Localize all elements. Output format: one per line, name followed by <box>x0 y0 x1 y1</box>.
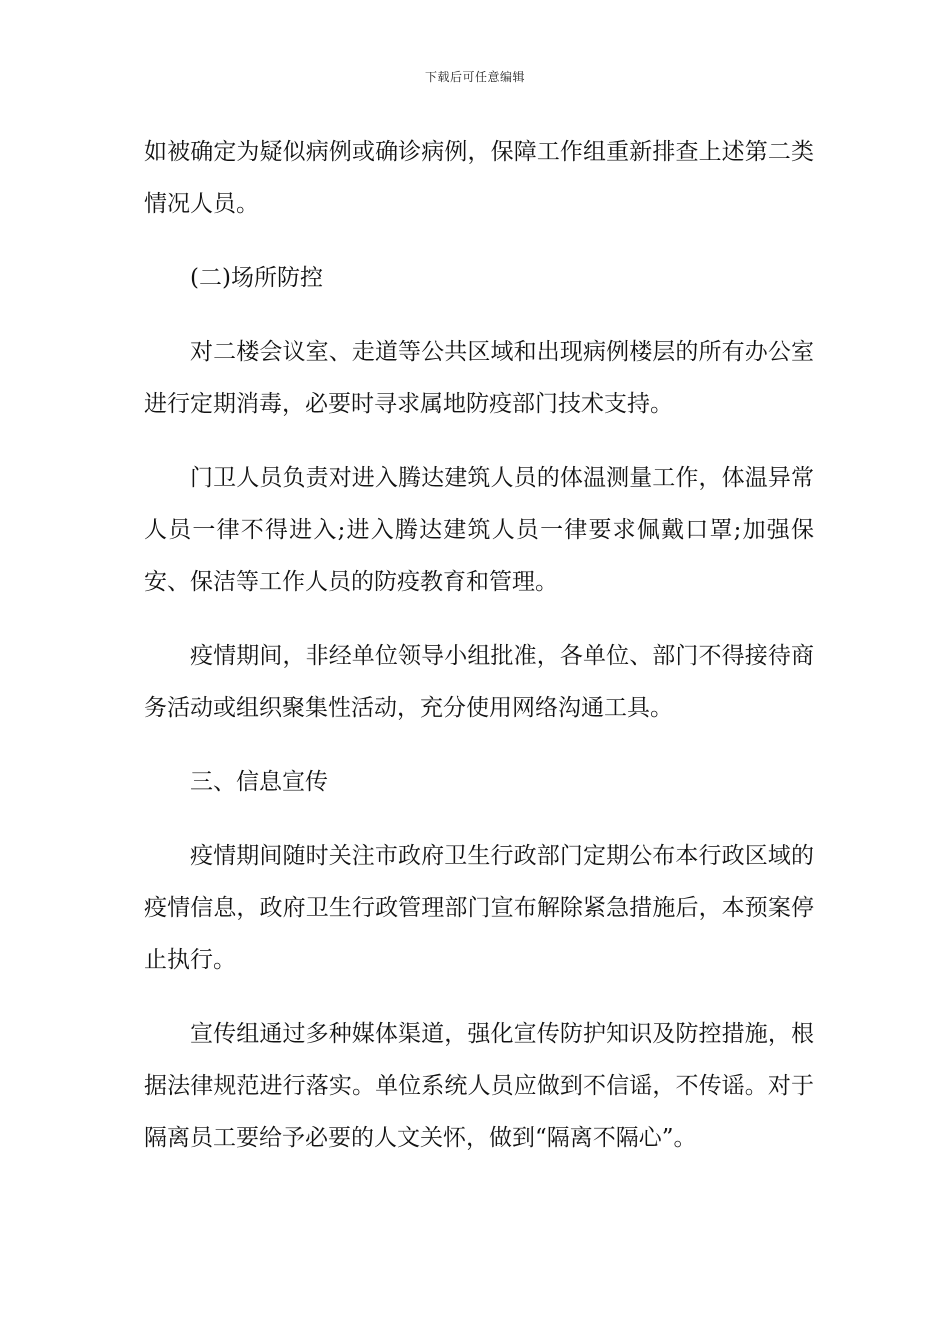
paragraph-disinfection: 对二楼会议室、走道等公共区域和出现病例楼层的所有办公室进行定期消毒，必要时寻求属地防疫部门技术支持。 <box>144 339 814 417</box>
section-heading-venue-control: (二)场所防控 <box>190 265 323 291</box>
document-body <box>144 126 814 1186</box>
paragraph-continuation: 如被确定为疑似病例或确诊病例，保障工作组重新排查上述第二类情况人员。 <box>144 139 814 217</box>
paragraph-publicity: 宣传组通过多种媒体渠道，强化宣传防护知识及防控措施，根据法律规范进行落实。单位系统人员应做到不信谣，不传谣。对于隔离员工要给予必要的人文关怀，做到“隔离不隔心”。 <box>144 1021 814 1151</box>
paragraph-epidemic-info: 疫情期间随时关注市政府卫生行政部门定期公布本行政区域的疫情信息，政府卫生行政管理部门宣布解除紧急措施后，本预案停止执行。 <box>144 843 814 973</box>
paragraph-gathering-ban: 疫情期间，非经单位领导小组批准，各单位、部门不得接待商务活动或组织聚集性活动，充分使用网络沟通工具。 <box>144 643 814 721</box>
section-heading-info-publicity: 三、信息宣传 <box>190 769 328 795</box>
page-header-note: 下载后可任意编辑 <box>424 70 525 84</box>
paragraph-gate-guard: 门卫人员负责对进入腾达建筑人员的体温测量工作，体温异常人员一律不得进入;进入腾达建筑人员一律要求佩戴口罩;加强保安、保洁等工作人员的防疫教育和管理。 <box>144 465 814 595</box>
